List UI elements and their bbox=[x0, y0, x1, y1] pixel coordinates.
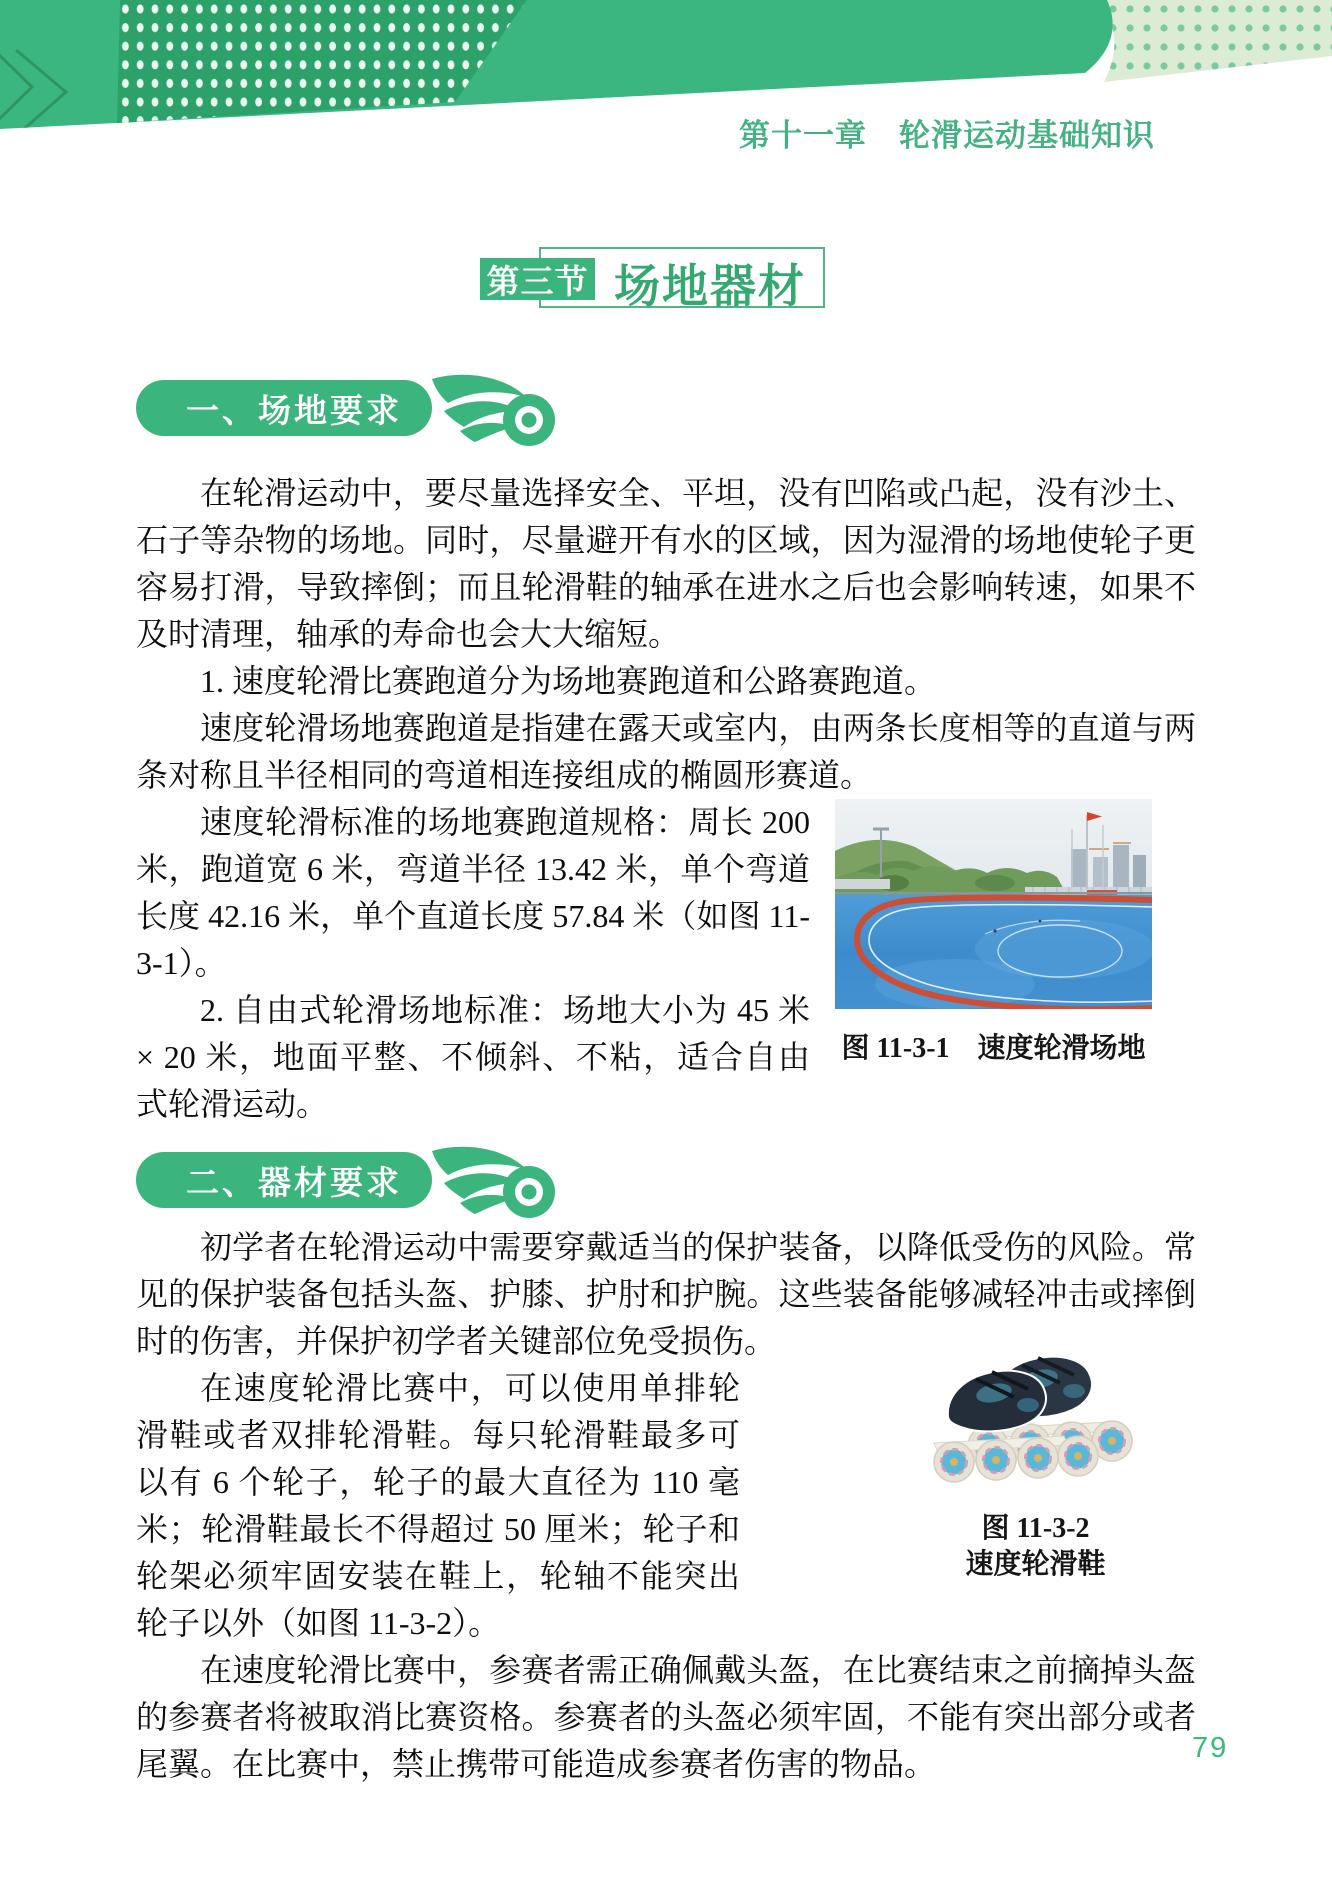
heading-label: 二、器材要求 bbox=[186, 1163, 402, 1201]
paragraph: 2. 自由式轮滑场地标准：场地大小为 45 米 × 20 米，地面平整、不倾斜、不粘，适合自由式轮滑运动。 bbox=[136, 992, 810, 1122]
figure-caption: 图 11-3-2 速度轮滑鞋 bbox=[965, 1513, 1106, 1580]
canopy bbox=[835, 879, 890, 889]
figure-speed-skates bbox=[740, 1349, 1196, 1583]
paragraph: 速度轮滑场地赛跑道是指建在露天或室内，由两条长度相等的直道与两条对称且半径相同的弯道相连接组成的椭圆形赛道。 bbox=[136, 710, 1196, 793]
winged-wheel-icon bbox=[428, 369, 558, 449]
paragraph: 在轮滑运动中，要尽量选择安全、平坦，没有凹陷或凸起，没有沙土、石子等杂物的场地。同时，尽量避开有水的区域，因为湿滑的场地使轮子更容易打滑，导致摔倒；而且轮滑鞋的轴承在进水之后也会影响转速，如果不及时清理，轴承的寿命也会大大缩短。 bbox=[136, 475, 1196, 652]
speed-skating-rink-photo bbox=[835, 799, 1152, 1009]
page-number: 79 bbox=[1192, 1732, 1229, 1764]
chapter-title: 第十一章 轮滑运动基础知识 bbox=[739, 118, 1155, 153]
heading-label: 一、场地要求 bbox=[186, 391, 402, 429]
page-header bbox=[0, 0, 1332, 160]
section-number-badge: 第三节 bbox=[480, 258, 595, 300]
heading-pill bbox=[136, 1152, 432, 1208]
page-content bbox=[0, 380, 1332, 1788]
paragraph: 初学者在轮滑运动中需要穿戴适当的保护装备，以降低受伤的风险。常见的保护装备包括头盔、护膝、护肘和护腕。这些装备能够减轻冲击或摔倒时的伤害，并保护初学者关键部位免受损伤。 bbox=[136, 1229, 1196, 1359]
paragraph: 1. 速度轮滑比赛跑道分为场地赛跑道和公路赛跑道。 bbox=[200, 663, 937, 699]
heading-banner-equipment-requirements bbox=[136, 1152, 1196, 1208]
section-1-text bbox=[136, 470, 1196, 1128]
paragraph: 速度轮滑标准的场地赛跑道规格：周长 200 米，跑道宽 6 米，弯道半径 13.42 米，单个弯道长度 42.16 米，单个直道长度 57.84 米（如图 11-3-1）。 bbox=[136, 804, 810, 981]
figure-skating-rink bbox=[810, 799, 1196, 1067]
heading-banner-site-requirements bbox=[136, 380, 1196, 436]
paragraph: 在速度轮滑比赛中，可以使用单排轮滑鞋或者双排轮滑鞋。每只轮滑鞋最多可以有 6 个轮子，轮子的最大直径为 110 毫米；轮滑鞋最长不得超过 50 厘米；轮子和轮架必须牢固安装在鞋上，轮轴不能突出轮子以外（如图 11-3-2）。 bbox=[136, 1370, 740, 1641]
section-title-text: 场地器材 bbox=[614, 260, 806, 312]
heading-pill bbox=[136, 380, 432, 436]
figure-caption: 图 11-3-1 速度轮滑场地 bbox=[841, 1033, 1146, 1064]
winged-wheel-icon bbox=[428, 1141, 558, 1221]
dots-pattern-light bbox=[1095, 0, 1332, 82]
fence bbox=[835, 892, 1152, 895]
section-title-block bbox=[480, 248, 840, 312]
section-2-text bbox=[136, 1224, 1196, 1788]
speed-skates-photo bbox=[928, 1349, 1143, 1489]
paragraph: 在速度轮滑比赛中，参赛者需正确佩戴头盔，在比赛结束之前摘掉头盔的参赛者将被取消比赛资格。参赛者的头盔必须牢固，不能有突出部分或者尾翼。在比赛中，禁止携带可能造成参赛者伤害的物品。 bbox=[136, 1652, 1196, 1782]
